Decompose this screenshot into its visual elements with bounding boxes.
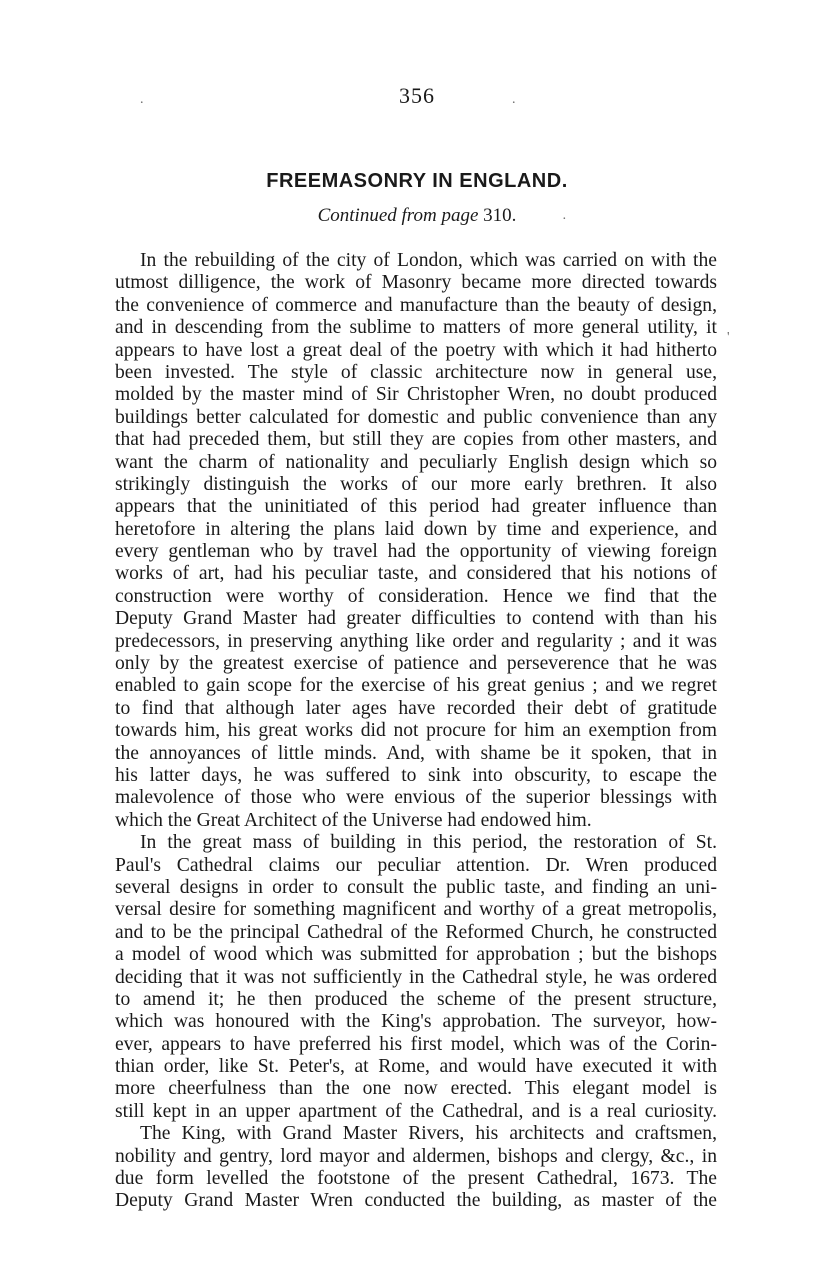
text-line: Deputy Grand Master had greater difficulties to contend with than his xyxy=(115,608,717,630)
text-line: heretofore in altering the plans laid down by time and experience, and xyxy=(115,518,717,540)
text-line: which was honoured with the King's approbation. The surveyor, how- xyxy=(115,1011,717,1033)
text-line: more cheerfulness than the one now erected. This elegant model is xyxy=(115,1078,717,1100)
text-line: enabled to gain scope for the exercise of his great genius ; and we regret xyxy=(115,675,717,697)
text-line: several designs in order to consult the public taste, and finding an uni- xyxy=(115,876,717,898)
text-line: only by the greatest exercise of patience and perseverence that he was xyxy=(115,653,717,675)
text-line: the convenience of commerce and manufacture than the beauty of design, xyxy=(115,294,717,316)
text-line: thian order, like St. Peter's, at Rome, and would have executed it with xyxy=(115,1056,717,1078)
text-line: In the rebuilding of the city of London, which was carried on with the xyxy=(140,250,717,271)
margin-mark: . xyxy=(512,92,516,107)
text-line: The King, with Grand Master Rivers, his architects and craftsmen, xyxy=(140,1123,717,1145)
text-line: to find that although later ages have recorded their debt of gratitude xyxy=(115,697,717,719)
text-line: ever, appears to have preferred his first model, which was of the Corin- xyxy=(115,1033,717,1055)
article-title: FREEMASONRY IN ENGLAND. xyxy=(266,170,568,192)
text-line: every gentleman who by travel had the opportunity of viewing foreign xyxy=(115,541,717,563)
margin-mark: · xyxy=(562,212,567,227)
text-line: In the great mass of building in this period, the restoration of St. xyxy=(140,832,717,854)
text-line: molded by the master mind of Sir Christopher Wren, no doubt produced xyxy=(115,384,717,406)
text-line: versal desire for something magnificent and worthy of a great metropolis, xyxy=(115,899,717,921)
text-line: and to be the principal Cathedral of the Reformed Church, he constructed xyxy=(115,921,717,943)
text-line: his latter days, he was suffered to sink into obscurity, to escape the xyxy=(115,764,717,786)
margin-mark: . xyxy=(140,92,144,107)
text-line: works of art, had his peculiar taste, and considered that his notions of xyxy=(115,563,717,585)
text-line: a model of wood which was submitted for approbation ; but the bishops xyxy=(115,944,717,966)
text-line: towards him, his great works did not procure for him an exemption from xyxy=(115,720,717,742)
text-line: appears that the uninitiated of this period had greater influence than xyxy=(115,496,717,518)
text-line: buildings better calculated for domestic and public convenience than any xyxy=(115,406,717,428)
text-line: which the Great Architect of the Universe had endowed him. xyxy=(115,809,592,831)
text-line: to amend it; he then produced the scheme of the present structure, xyxy=(115,988,717,1010)
text-line: the annoyances of little minds. And, with shame be it spoken, that in xyxy=(115,742,717,764)
text-line: want the charm of nationality and peculiarly English design which so xyxy=(115,451,717,473)
text-line: construction were worthy of consideration. Hence we find that the xyxy=(115,585,717,607)
continued-note xyxy=(0,205,834,227)
text-line: predecessors, in preserving anything like order and regularity ; and it was xyxy=(115,630,717,652)
text-line: nobility and gentry, lord mayor and aldermen, bishops and clergy, &c., in xyxy=(115,1145,717,1167)
text-line: due form levelled the footstone of the present Cathedral, 1673. The xyxy=(115,1168,717,1190)
text-line: still kept in an upper apartment of the Cathedral, and is a real curiosity. xyxy=(115,1100,717,1122)
continued-page: 310. xyxy=(483,205,517,226)
text-line: strikingly distinguish the works of our more early brethren. It also xyxy=(115,473,717,495)
page-number: 356 xyxy=(399,83,435,108)
text-line: utmost dilligence, the work of Masonry became more directed towards xyxy=(115,272,717,294)
text-line: that had preceded them, but still they are copies from other masters, and xyxy=(115,429,717,451)
text-line: Deputy Grand Master Wren conducted the building, as master of the xyxy=(115,1190,717,1212)
text-line: Paul's Cathedral claims our peculiar attention. Dr. Wren produced xyxy=(115,854,717,876)
article-body xyxy=(115,250,717,1213)
text-line: and in descending from the sublime to matters of more general utility, it xyxy=(115,317,717,339)
margin-mark: ' xyxy=(727,330,730,345)
text-line: appears to have lost a great deal of the poetry with which it had hitherto xyxy=(115,339,717,361)
text-line: been invested. The style of classic architecture now in general use, xyxy=(115,361,717,383)
text-line: malevolence of those who were envious of the superior blessings with xyxy=(115,787,717,809)
text-line: deciding that it was not sufficiently in the Cathedral style, he was ordered xyxy=(115,966,717,988)
continued-text: Continued from page xyxy=(317,205,479,226)
